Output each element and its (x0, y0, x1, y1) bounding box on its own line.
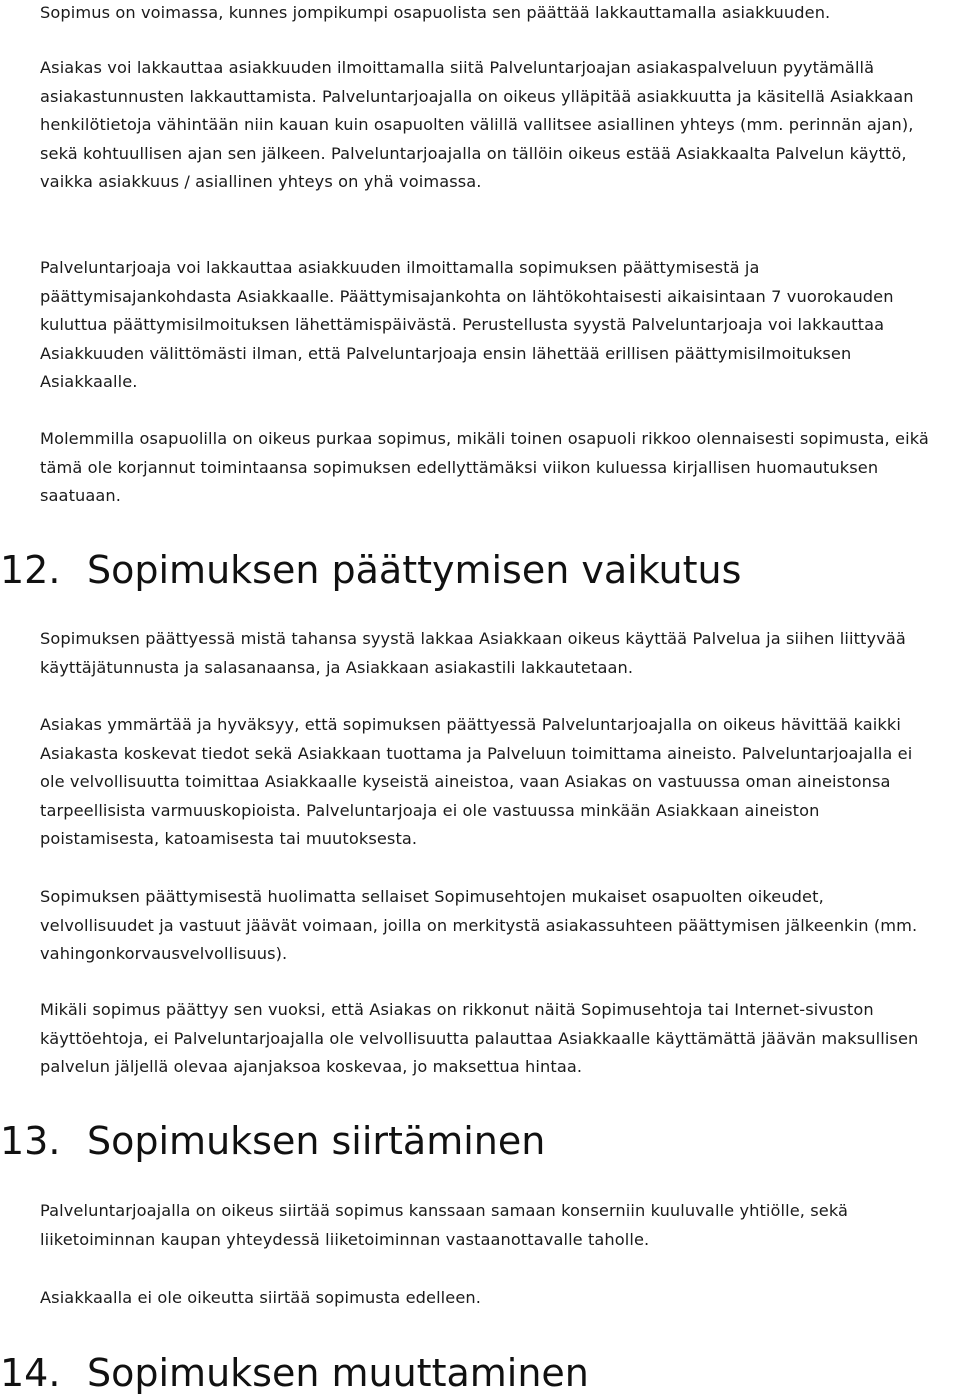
paragraph-s12-4: Mikäli sopimus päättyy sen vuoksi, että Asiakas on rikkonut näitä Sopimusehtoja tai Internet-sivuston käyttöehtoja, ei Palveluntarjoajalla ole velvollisuutta palauttaa Asiakkaalle käyttämättä jäävän maksullisen palvelun jäljellä olevaa ajanjaksoa koskevaa, jo maksettua hintaa. (40, 1000, 919, 1077)
paragraph-s12-1: Sopimuksen päättyessä mistä tahansa syystä lakkaa Asiakkaan oikeus käyttää Palvelua ja siihen liittyvää käyttäjätunnusta ja salasanaansa, ja Asiakkaan asiakastili lakkautetaan. (40, 629, 906, 677)
section-13-heading (0, 1117, 960, 1165)
section-14-number: 14. (0, 1351, 61, 1395)
section-13-number: 13. (0, 1119, 61, 1163)
paragraph-customer-termination: Asiakas voi lakkauttaa asiakkuuden ilmoittamalla siitä Palveluntarjoajan asiakaspalveluun pyytämällä asiakastunnusten lakkauttamista. Palveluntarjoajalla on oikeus ylläpitää asiakkuutta ja käsitellä Asiakkaan henkilötietoja vähintään niin kauan kuin osapuolten välillä vallitsee asiallinen yhteys (mm. perinnän ajan), sekä kohtuullisen ajan sen jälkeen. Palveluntarjoajalla on tällöin oikeus estää Asiakkaalta Palvelun käyttö, vaikka asiakkuus / asiallinen yhteys on yhä voimassa. (40, 58, 914, 192)
section-14-heading (0, 1349, 960, 1397)
section-14-title: Sopimuksen muuttaminen (87, 1351, 589, 1395)
paragraph-rescission: Molemmilla osapuolilla on oikeus purkaa sopimus, mikäli toinen osapuoli rikkoo olennaisesti sopimusta, eikä tämä ole korjannut toimintaansa sopimuksen edellyttämäksi viikon kuluessa kirjallisen huomautuksen saatuaan. (40, 429, 929, 506)
paragraph-s13-2: Asiakkaalla ei ole oikeutta siirtää sopimusta edelleen. (40, 1288, 481, 1307)
section-12-heading (0, 546, 960, 594)
paragraph-s12-3: Sopimuksen päättymisestä huolimatta sellaiset Sopimusehtojen mukaiset osapuolten oikeudet, velvollisuudet ja vastuut jäävät voimaan, joilla on merkitystä asiakassuhteen päättymisen jälkeenkin (mm. vahingonkorvausvelvollisuus). (40, 887, 918, 964)
paragraph-s12-2: Asiakas ymmärtää ja hyväksyy, että sopimuksen päättyessä Palveluntarjoajalla on oikeus hävittää kaikki Asiakasta koskevat tiedot sekä Asiakkaan tuottama ja Palveluun toimittama aineisto. Palveluntarjoajalla ei ole velvollisuutta toimittaa Asiakkaalle kyseistä aineistoa, vaan Asiakas on vastuussa oman aineistonsa tarpeellisista varmuuskopioista. Palveluntarjoaja ei ole vastuussa minkään Asiakkaan aineiston poistamisesta, katoamisesta tai muutoksesta. (40, 715, 913, 849)
section-12-title: Sopimuksen päättymisen vaikutus (87, 548, 742, 592)
section-13-title: Sopimuksen siirtäminen (87, 1119, 546, 1163)
paragraph-s13-1: Palveluntarjoajalla on oikeus siirtää sopimus kanssaan samaan konserniin kuuluvalle yhtiölle, sekä liiketoiminnan kaupan yhteydessä liiketoiminnan vastaanottavalle taholle. (40, 1201, 849, 1249)
section-12-number: 12. (0, 548, 61, 592)
paragraph-agreement-validity: Sopimus on voimassa, kunnes jompikumpi osapuolista sen päättää lakkauttamalla asiakkuuden. (40, 3, 831, 22)
paragraph-provider-termination: Palveluntarjoaja voi lakkauttaa asiakkuuden ilmoittamalla sopimuksen päättymisestä ja päättymisajankohdasta Asiakkaalle. Päättymisajankohta on lähtökohtaisesti aikaisintaan 7 vuorokauden kuluttua päättymisilmoituksen lähettämispäivästä. Perustellusta syystä Palveluntarjoaja voi lakkauttaa Asiakkuuden välittömästi ilman, että Palveluntarjoaja ensin lähettää erillisen päättymisilmoituksen Asiakkaalle. (40, 258, 894, 392)
